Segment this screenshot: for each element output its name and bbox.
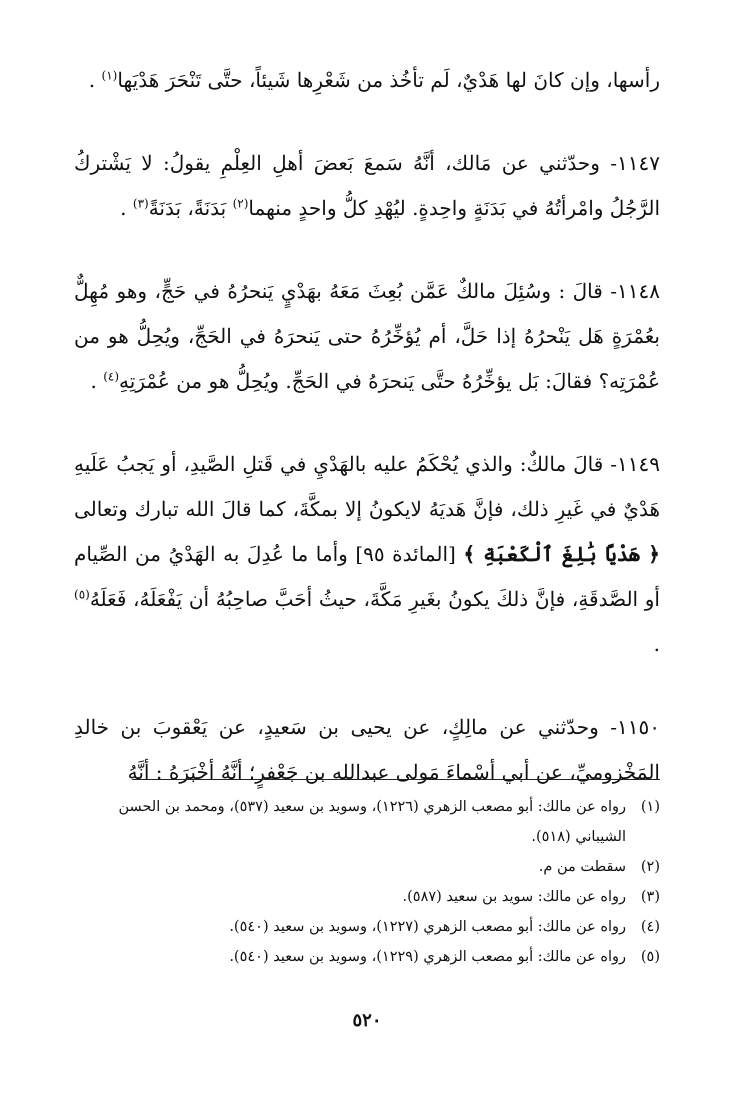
- paragraph-text: رأسها، وإن كانَ لها هَدْيٌ، لَم تأخُذ من شَعْرِها شَيئاً، حتَّى تَنْحَرَ هَدْيَها: [117, 68, 660, 92]
- paragraph-tail: .: [90, 369, 104, 393]
- main-text: [74, 58, 660, 795]
- footnote-item: [74, 882, 660, 912]
- footnote-text: رواه عن مالك: أبو مصعب الزهري (١٢٢٧)، وسويد بن سعيد (٥٤٠).: [229, 919, 626, 935]
- footnote-ref: (٣): [132, 196, 149, 211]
- footnote-text: رواه عن مالك: أبو مصعب الزهري (١٢٢٦)، وسويد بن سعيد (٥٣٧)، ومحمد بن الحسن الشيباني (٥١٨).: [118, 799, 626, 845]
- footnote-item: [74, 852, 660, 882]
- paragraph-tail: .: [120, 196, 133, 220]
- footnote-ref: (٤): [103, 369, 120, 384]
- footnote-item: [74, 912, 660, 942]
- paragraph-1150: [74, 705, 660, 795]
- footnote-divider: [132, 779, 660, 780]
- footnote-item: [74, 792, 660, 852]
- footnote-number: (٢): [640, 859, 660, 875]
- footnote-ref: (٢): [232, 196, 249, 211]
- paragraph-text: ١١٥٠- وحدّثني عن مالِكٍ، عن يحيى بن سَعيدٍ، عن يَعْقوبَ بن خالدِ المَخْزوميِّ، عن أبي أسْماءَ مَولى عبدالله بن جَعْفرٍ؛ أنَّهُ أخْبَرَهُ : أنَّهُ: [74, 715, 660, 784]
- footnote-text: سقطت من م.: [538, 859, 626, 875]
- footnote-number: (٣): [640, 889, 660, 905]
- footnote-ref: (٥): [74, 587, 90, 602]
- paragraph-1148: [74, 269, 660, 404]
- footnote-item: [74, 942, 660, 972]
- footnote-number: (٥): [640, 949, 660, 965]
- paragraph-text-continued: بَدَنَةً، بَدَنَةً: [148, 196, 233, 220]
- footnotes: [74, 792, 660, 972]
- footnote-text: رواه عن مالك: سويد بن سعيد (٥٨٧).: [402, 889, 626, 905]
- paragraph-tail: .: [653, 632, 660, 656]
- quran-quote: ﴿ هَدْيًا بَٰلِغَ ٱلْكَعْبَةِ ﴾: [463, 542, 660, 566]
- paragraph-tail: .: [88, 68, 102, 92]
- paragraph-text: ١١٤٧- وحدّثني عن مَالك، أنَّهُ سَمعَ بَعضَ أهلِ العِلْمِ يقولُ: لا يَشْتركُ الرَّجُلُ وامْرأتُهُ في بَدَنَةٍ واحِدةٍ. ليُهْدِ كلُّ واحدٍ منهما: [74, 151, 660, 220]
- paragraph-1149: [74, 442, 660, 667]
- footnote-number: (٤): [640, 919, 660, 935]
- paragraph-continuation: [74, 58, 660, 103]
- footnote-number: (١): [640, 799, 660, 815]
- paragraph-text: ١١٤٩- قالَ مالكٌ: والذي يُحْكَمُ عليه بالهَدْيِ في قَتلِ الصَّيدِ، أو يَجبُ عَلَيهِ هَدْيٌ في غَيرِ ذلك، فإنَّ هَديَهُ لايكونُ إلا بمكَّةَ، كما قالَ الله تبارك وتعالى: [74, 452, 660, 521]
- paragraph-1147: [74, 141, 660, 231]
- footnote-text: رواه عن مالك: أبو مصعب الزهري (١٢٢٩)، وسويد بن سعيد (٥٤٠).: [229, 949, 626, 965]
- page-number: ٥٢٠: [352, 1010, 382, 1031]
- paragraph-text: ١١٤٨- قالَ : وسُئِلَ مالكٌ عَمَّن بُعِثَ مَعَهُ بهَدْيٍ يَنحرُهُ في حَجٍّ، وهو مُهِلٌّ بعُمْرَةٍ هَل يَنْحرُهُ إذا حَلَّ، أم يُؤخِّرُهُ حتى يَنحرَهُ في الحَجِّ، ويُحِلُّ هو من عُمْرَتِه؟ فقالَ: بَل يؤخِّرُهُ حتَّى يَنحرَهُ في الحَجِّ. ويُحِلُّ هو من عُمْرَتِهِ: [74, 279, 660, 393]
- footnote-ref: (١): [101, 68, 118, 83]
- paragraph-text-continued: [المائدة ٩٥] وأما ما عُدِلَ به الهَدْيُ من الصِّيام أو الصَّدقَةِ، فإنَّ ذلكَ يكونُ بغَيرِ مَكَّةَ، حيثُ أحَبَّ صاحِبُهُ أن يَفْعَلَهُ، فَعَلَهُ: [74, 542, 660, 611]
